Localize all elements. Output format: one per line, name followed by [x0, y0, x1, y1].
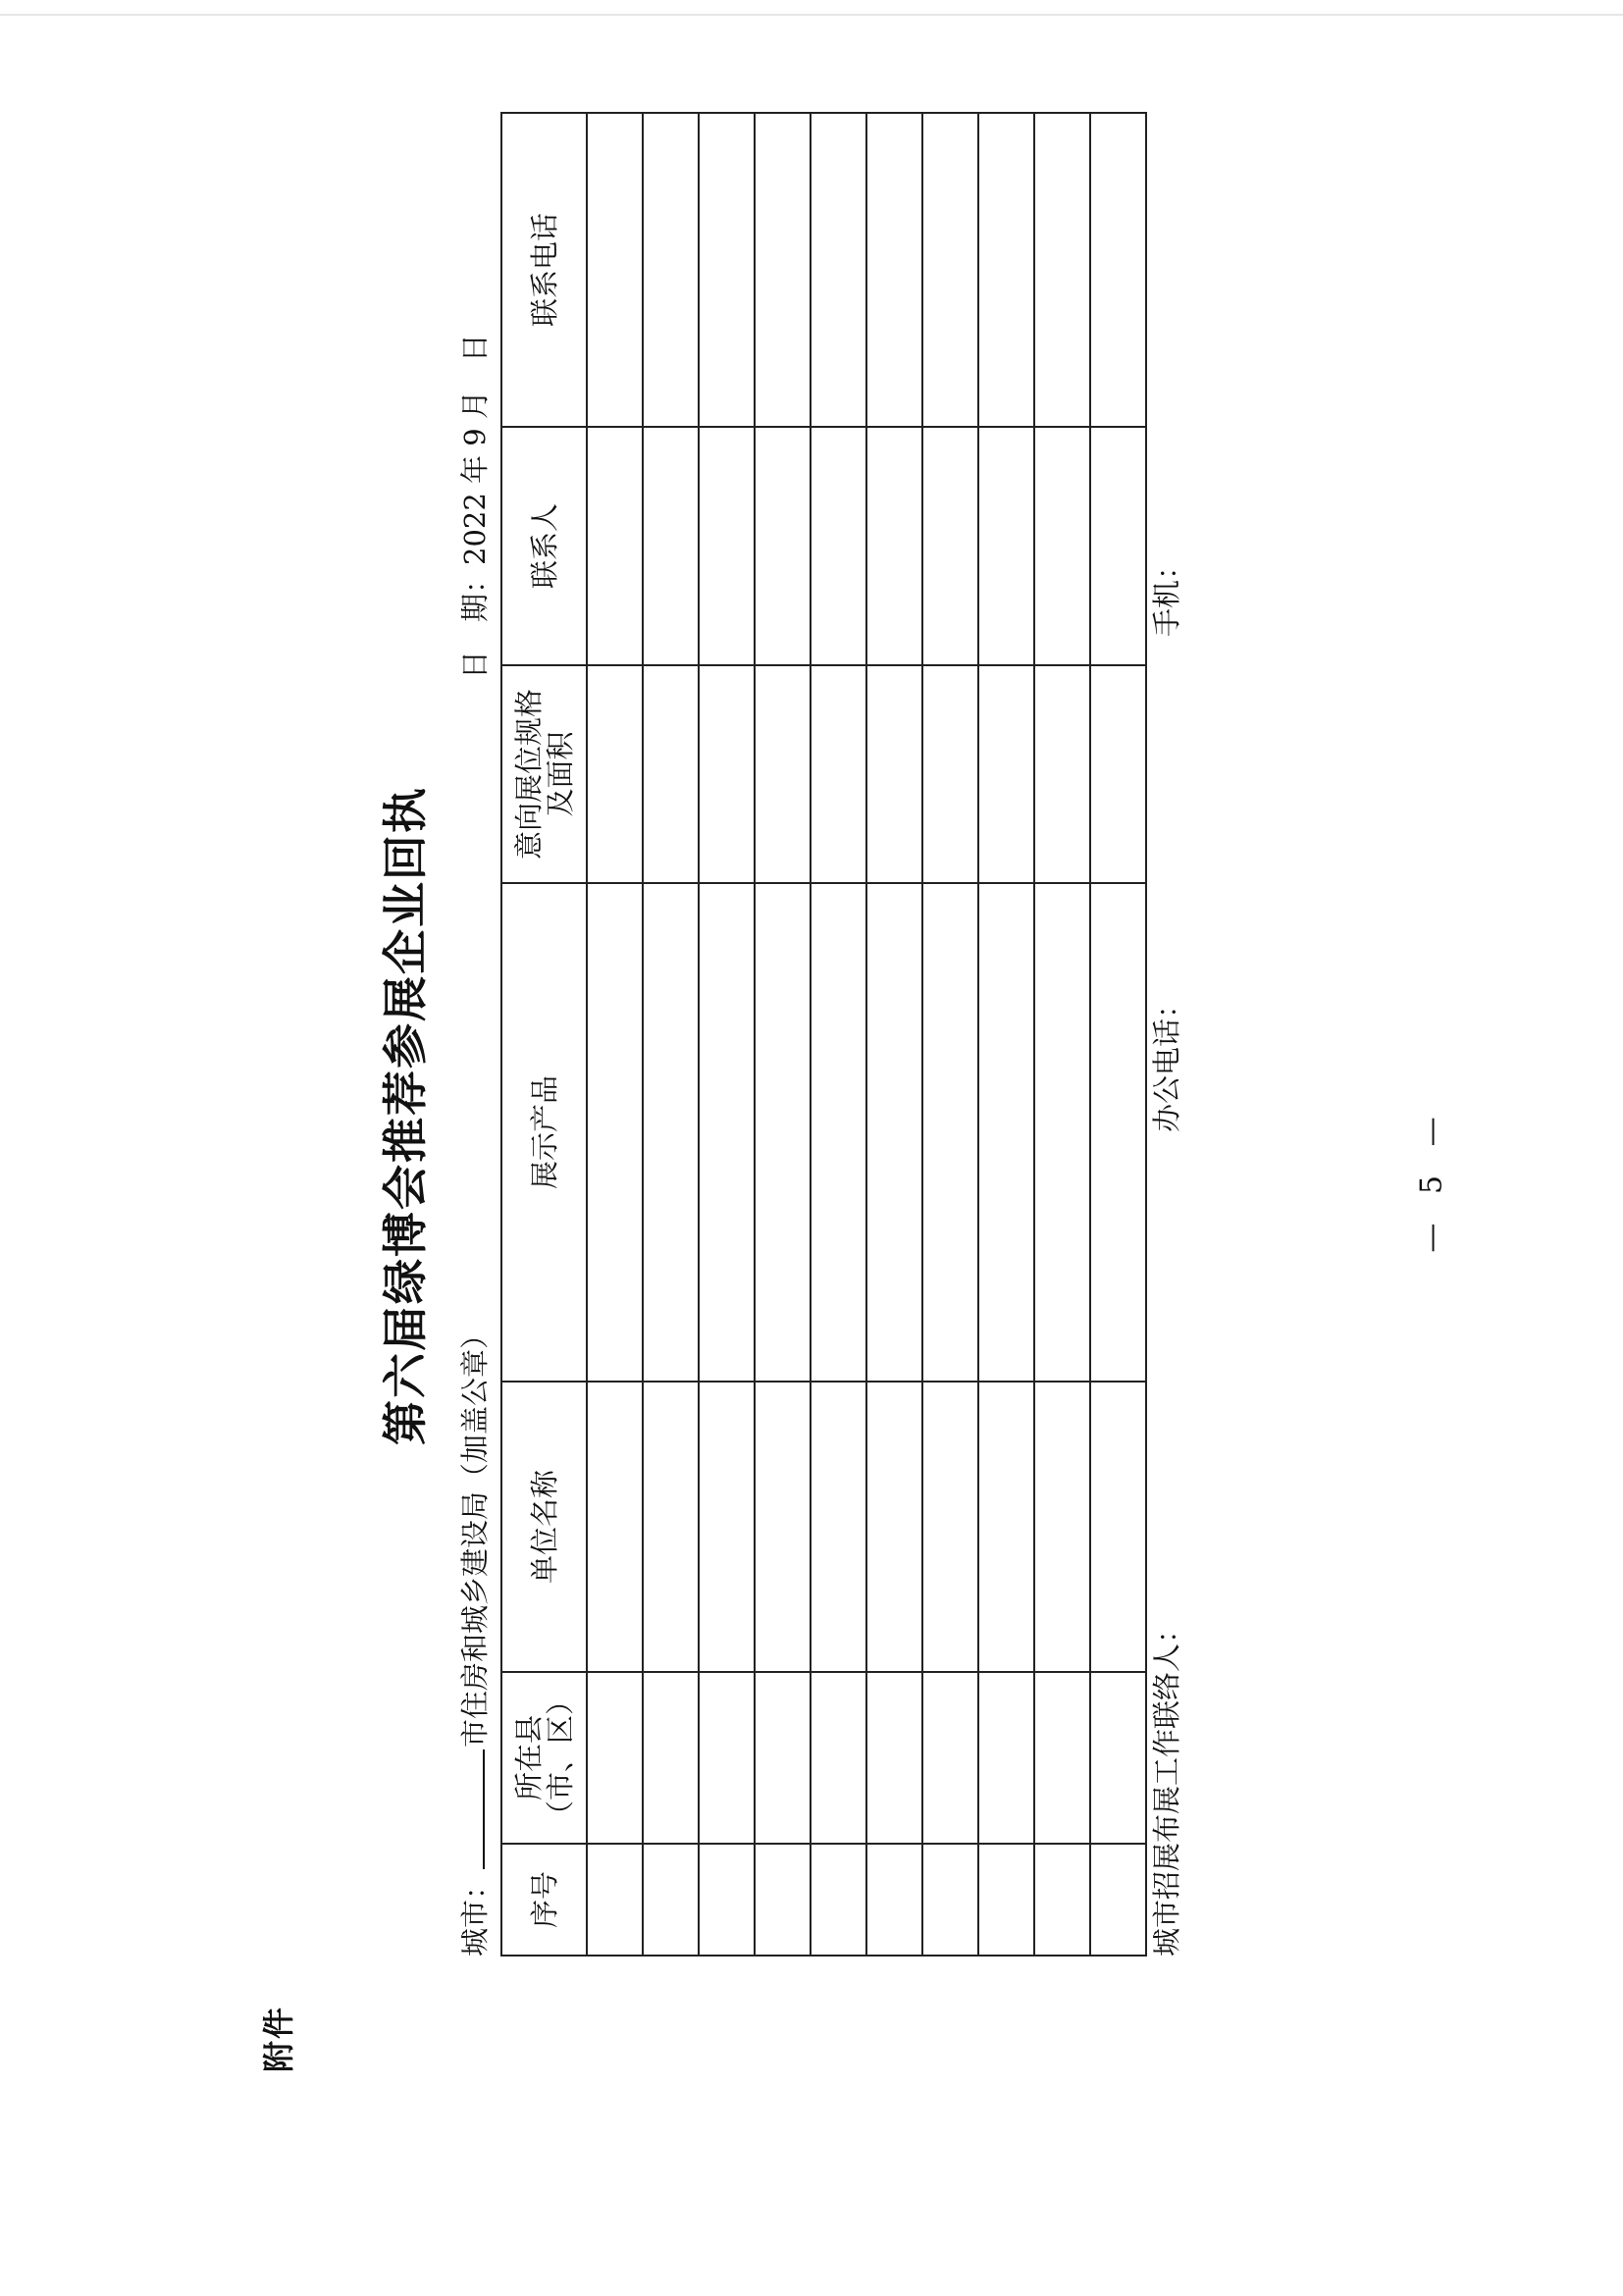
table-cell[interactable] [866, 1672, 922, 1844]
table-cell[interactable] [811, 883, 866, 1382]
table-cell[interactable] [755, 1672, 811, 1844]
table-cell[interactable] [866, 883, 922, 1382]
table-cell[interactable] [1090, 113, 1146, 427]
table-cell[interactable] [1090, 665, 1146, 883]
table-cell[interactable] [755, 1382, 811, 1672]
registration-table [500, 112, 1147, 1957]
table-cell[interactable] [1034, 113, 1090, 427]
table-row [811, 113, 866, 1956]
table-cell[interactable] [755, 883, 811, 1382]
table-cell[interactable] [1034, 1672, 1090, 1844]
page-number: — 5 — [1414, 1107, 1449, 1253]
table-cell[interactable] [1034, 665, 1090, 883]
table-cell[interactable] [978, 427, 1034, 665]
table-cell[interactable] [1090, 1382, 1146, 1672]
table-cell[interactable] [643, 665, 699, 883]
city-blank [457, 1749, 485, 1869]
table-row [699, 113, 755, 1956]
header-county: 所在县 （市、区） [501, 1672, 587, 1844]
table-cell[interactable] [811, 1844, 866, 1956]
header-serial: 序号 [501, 1844, 587, 1956]
city-line [453, 1321, 494, 1957]
table-cell[interactable] [811, 1382, 866, 1672]
footer-liaison: 城市招展布展工作联络人： [1150, 1614, 1183, 1957]
city-suffix: 市住房和城乡建设局（加盖公章） [458, 1320, 492, 1748]
table-cell[interactable] [1090, 883, 1146, 1382]
table-cell[interactable] [1034, 1844, 1090, 1956]
table-cell[interactable] [755, 1844, 811, 1956]
table-cell[interactable] [922, 665, 978, 883]
header-booth-spec: 意向展位规格 及面积 [501, 665, 587, 883]
table-row [1034, 113, 1090, 1956]
table-cell[interactable] [1090, 1844, 1146, 1956]
table-cell[interactable] [755, 665, 811, 883]
table-cell[interactable] [587, 883, 643, 1382]
table-cell[interactable] [755, 427, 811, 665]
table-cell[interactable] [922, 1382, 978, 1672]
table-cell[interactable] [587, 1382, 643, 1672]
footer-office-phone: 办公电话： [1150, 989, 1183, 1132]
table-cell[interactable] [587, 1844, 643, 1956]
table-cell[interactable] [643, 1382, 699, 1672]
table-cell[interactable] [699, 1382, 755, 1672]
table-cell[interactable] [866, 427, 922, 665]
header-contact: 联系人 [501, 427, 587, 665]
table-cell[interactable] [811, 113, 866, 427]
table-row [1090, 113, 1146, 1956]
header-unit-name: 单位名称 [501, 1382, 587, 1672]
table-cell[interactable] [811, 665, 866, 883]
table-cell[interactable] [699, 1672, 755, 1844]
table-cell[interactable] [643, 1844, 699, 1956]
table-cell[interactable] [1090, 1672, 1146, 1844]
table-cell[interactable] [978, 1672, 1034, 1844]
table-cell[interactable] [1034, 427, 1090, 665]
table-cell[interactable] [699, 883, 755, 1382]
table-cell[interactable] [1090, 427, 1146, 665]
table-row [643, 113, 699, 1956]
city-prefix: 城市： [458, 1870, 492, 1957]
table-cell[interactable] [922, 113, 978, 427]
rotated-form [321, 159, 1302, 2072]
table-row [587, 113, 643, 1956]
table-cell[interactable] [978, 113, 1034, 427]
table-cell[interactable] [866, 1382, 922, 1672]
form-title: 第六届绿博会推荐参展企业回执 [379, 786, 432, 1445]
table-cell[interactable] [699, 427, 755, 665]
table-cell[interactable] [866, 1844, 922, 1956]
table-cell[interactable] [866, 665, 922, 883]
table-cell[interactable] [1034, 1382, 1090, 1672]
table-cell[interactable] [699, 1844, 755, 1956]
table-row [922, 113, 978, 1956]
table-cell[interactable] [978, 1382, 1034, 1672]
table-cell[interactable] [811, 427, 866, 665]
table-cell[interactable] [922, 1844, 978, 1956]
table-cell[interactable] [587, 1672, 643, 1844]
footer-mobile: 手机： [1150, 550, 1183, 637]
scan-top-rule [0, 14, 1623, 16]
table-cell[interactable] [811, 1672, 866, 1844]
date-line: 日 期：2022 年 9 月 日 [458, 334, 492, 679]
table-cell[interactable] [643, 427, 699, 665]
table-cell[interactable] [922, 883, 978, 1382]
table-cell[interactable] [755, 113, 811, 427]
table-row [866, 113, 922, 1956]
table-row [755, 113, 811, 1956]
table-cell[interactable] [643, 1672, 699, 1844]
table-cell[interactable] [922, 1672, 978, 1844]
table-cell[interactable] [587, 665, 643, 883]
table-cell[interactable] [699, 113, 755, 427]
table-cell[interactable] [643, 883, 699, 1382]
table-cell[interactable] [922, 427, 978, 665]
table-cell[interactable] [866, 113, 922, 427]
header-phone: 联系电话 [501, 113, 587, 427]
table-cell[interactable] [587, 427, 643, 665]
attachment-label: 附件 [260, 2005, 298, 2073]
table-cell[interactable] [978, 883, 1034, 1382]
table-cell[interactable] [978, 1844, 1034, 1956]
table-header-row [501, 113, 587, 1956]
table-cell[interactable] [587, 113, 643, 427]
table-cell[interactable] [699, 665, 755, 883]
header-products: 展示产品 [501, 883, 587, 1382]
table-cell[interactable] [643, 113, 699, 427]
table-cell[interactable] [1034, 883, 1090, 1382]
table-row [978, 113, 1034, 1956]
table-cell[interactable] [978, 665, 1034, 883]
